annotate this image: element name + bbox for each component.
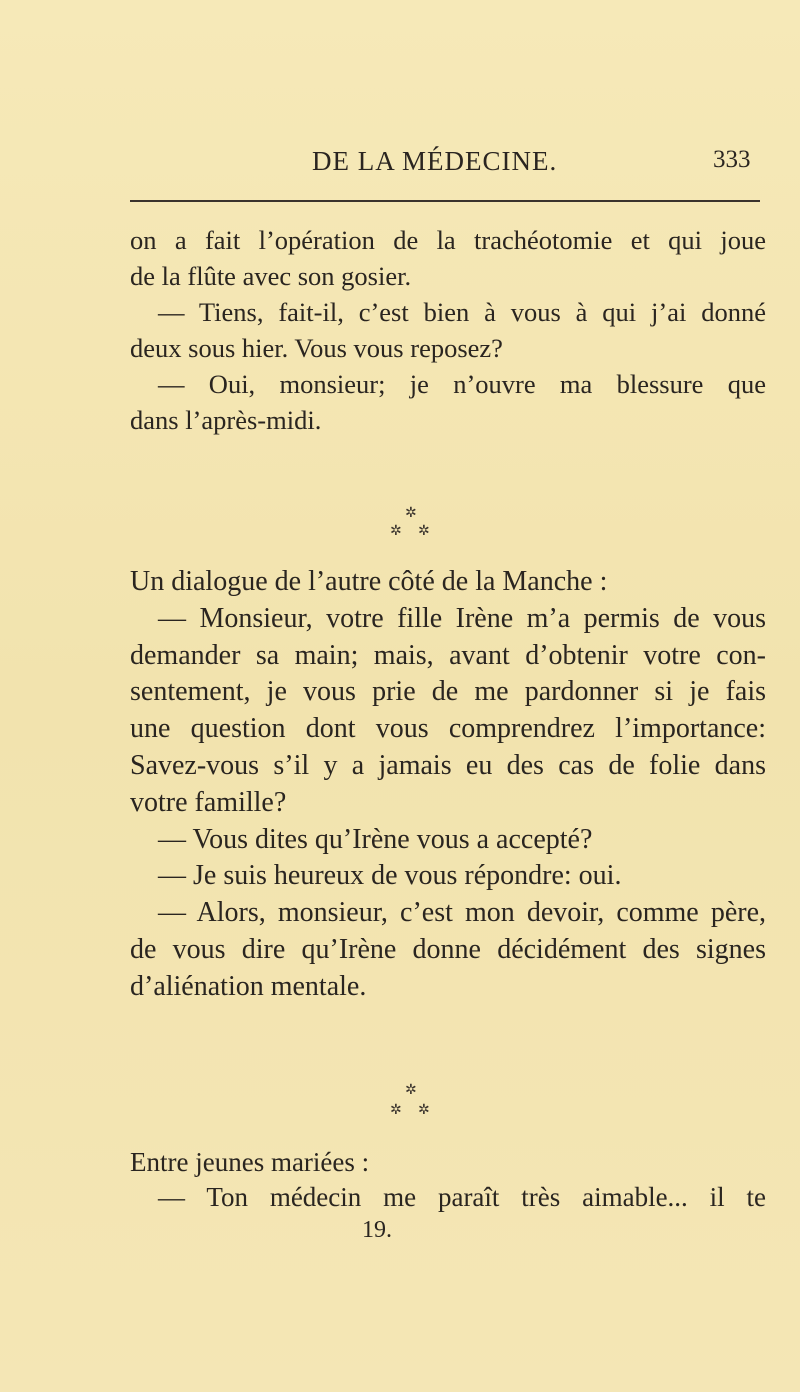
paragraph-block-2	[130, 564, 766, 1006]
text-line: de vous dire qu’Irène donne décidément des signes	[130, 933, 766, 965]
asterism-star: ✲	[390, 524, 402, 539]
text-line: d’aliénation mentale.	[130, 970, 367, 1002]
text-line: dans l’après-midi.	[130, 405, 322, 435]
paragraph-block-1	[130, 222, 766, 438]
text-line: — Oui, monsieur; je n’ouvre ma blessure que	[158, 369, 766, 399]
asterism-separator-2	[0, 1082, 800, 1122]
header-title: DE LA MÉDECINE.	[312, 146, 558, 176]
text-line: Entre jeunes mariées :	[130, 1147, 370, 1177]
text-line: Un dialogue de l’autre côté de la Manche :	[130, 566, 608, 597]
text-line: deux sous hier. Vous vous reposez?	[130, 333, 503, 363]
header-rule	[130, 200, 760, 202]
text-line: demander sa main; mais, avant d’obtenir votre con-	[130, 639, 766, 671]
text-line: — Monsieur, votre fille Irène m’a permis de vous	[158, 602, 766, 634]
text-line: votre famille?	[130, 786, 287, 818]
signature-mark: 19.	[362, 1217, 392, 1243]
asterism-star: ✲	[390, 1103, 402, 1118]
asterism-star: ✲	[418, 524, 430, 539]
text-line: sentement, je vous prie de me pardonner si je fais	[130, 676, 766, 708]
asterism-separator-1	[0, 505, 800, 545]
text-line: — Vous dites qu’Irène vous a accepté?	[158, 823, 593, 855]
page-number: 333	[713, 146, 751, 173]
text-line: une question dont vous comprendrez l’importance:	[130, 713, 766, 745]
paragraph-block-3	[130, 1145, 766, 1215]
text-line: Savez-vous s’il y a jamais eu des cas de folie dans	[130, 749, 766, 781]
running-header	[0, 146, 800, 186]
text-line: — Alors, monsieur, c’est mon devoir, comme père,	[158, 897, 766, 929]
asterism-star: ✲	[405, 506, 417, 521]
text-line: on a fait l’opération de la trachéotomie et qui joue	[130, 225, 766, 255]
asterism-star: ✲	[405, 1083, 417, 1098]
text-line: — Ton médecin me paraît très aimable... il te	[158, 1182, 766, 1212]
text-line: de la flûte avec son gosier.	[130, 261, 412, 291]
asterism-star: ✲	[418, 1103, 430, 1118]
text-line: — Tiens, fait-il, c’est bien à vous à qui j’ai donné	[158, 297, 766, 327]
text-line: — Je suis heureux de vous répondre: oui.	[158, 860, 622, 892]
